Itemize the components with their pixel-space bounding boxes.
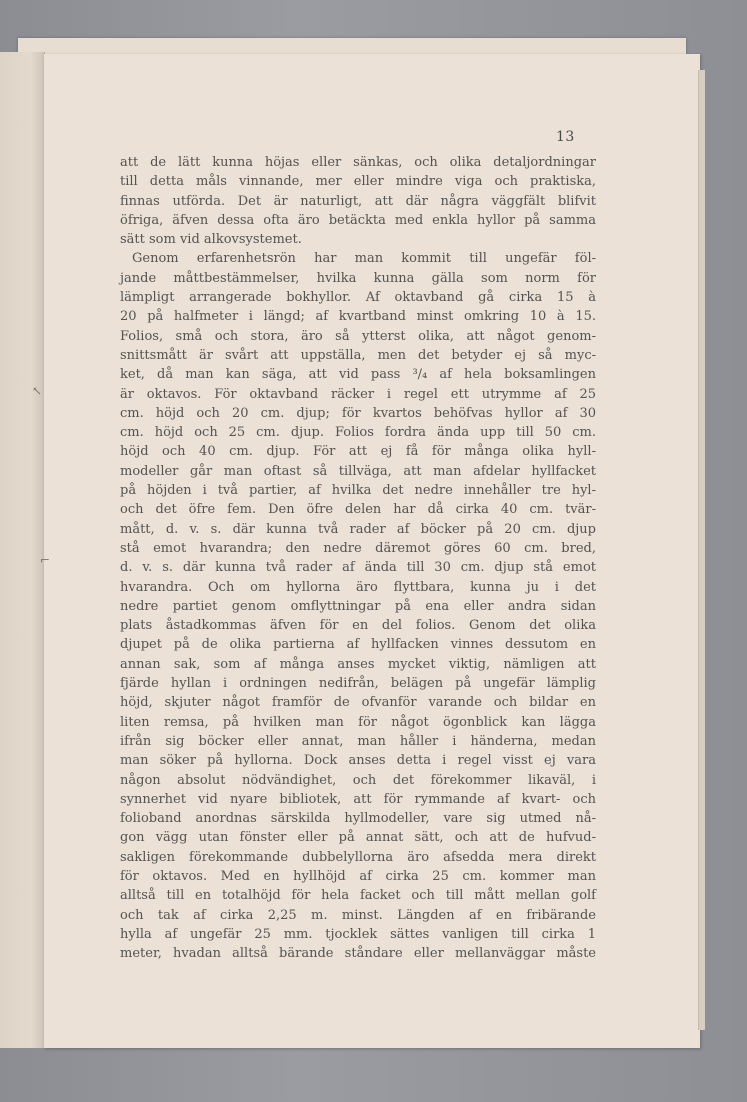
text-line: d. v. s. där kunna två rader af ända till 30 cm. djup stå emot	[120, 560, 596, 576]
text-line: man söker på hyllorna. Dock anses detta i regel visst ej vara	[120, 753, 596, 769]
text-line: plats åstadkommas äfven för en del folios. Genom det olika	[120, 618, 596, 634]
text-line: snittsmått är svårt att uppställa, men det betyder ej så myc-	[120, 347, 596, 363]
text-line: jande måttbestämmelser, hvilka kunna gälla som norm för	[120, 270, 596, 286]
text-line: ket, då man kan säga, att vid pass ³/₄ af hela boksamlingen	[120, 367, 596, 383]
text-line: är oktavos. För oktavband räcker i regel ett utrymme af 25	[120, 386, 596, 402]
text-line: finnas utförda. Det är naturligt, att där några väggfält blifvit	[120, 193, 596, 209]
text-line: Folios, små och stora, äro så ytterst olika, att något genom-	[120, 328, 596, 344]
text-line: sakligen förekommande dubbelyllorna äro afsedda mera direkt	[120, 849, 596, 865]
text-line: liten remsa, på hvilken man för något ögonblick kan lägga	[120, 714, 596, 730]
body-text	[120, 153, 596, 963]
text-line: till detta måls vinnande, mer eller mindre viga och praktiska,	[120, 174, 596, 190]
text-line: ifrån sig böcker eller annat, man håller i händerna, medan	[120, 733, 596, 749]
margin-tick-mark: ⌐	[40, 553, 51, 567]
text-line: hvarandra. Och om hyllorna äro flyttbara, kunna ju i det	[120, 579, 596, 595]
text-line: att de lätt kunna höjas eller sänkas, och olika detaljordningar	[120, 155, 596, 170]
text-line: synnerhet vid nyare bibliotek, att för rymmande af kvart- och	[120, 791, 596, 807]
text-line: sätt som vid alkovsystemet.	[120, 232, 302, 248]
text-line: stå emot hvarandra; den nedre däremot göres 60 cm. bred,	[120, 540, 596, 556]
text-line: på höjden i två partier, af hvilka det nedre innehåller tre hyl-	[120, 483, 596, 499]
text-line: lämpligt arrangerade bokhyllor. Af oktavband gå cirka 15 à	[120, 290, 596, 306]
text-line: någon absolut nödvändighet, och det förekommer likaväl, i	[120, 772, 596, 788]
text-line: hylla af ungefär 25 mm. tjocklek sättes vanligen till cirka 1	[120, 926, 596, 942]
text-line: och det öfre fem. Den öfre delen har då cirka 40 cm. tvär-	[120, 502, 596, 518]
text-line: cm. höjd och 25 cm. djup. Folios fordra ända upp till 50 cm.	[120, 425, 596, 441]
text-line: 20 på halfmeter i längd; af kvartband minst omkring 10 à 15.	[120, 309, 596, 325]
page-number: 13	[556, 129, 575, 145]
text-line: modeller går man oftast så tillväga, att man afdelar hyllfacket	[120, 463, 596, 479]
left-page-edge	[0, 52, 45, 1048]
text-line: mått, d. v. s. där kunna två rader af böcker på 20 cm. djup	[120, 521, 596, 537]
text-line: och tak af cirka 2,25 m. minst. Längden af en fribärande	[120, 907, 596, 923]
text-line: annan sak, som af många anses mycket viktig, nämligen att	[120, 656, 596, 672]
text-line: folioband anordnas särskilda hyllmodeller, vare sig utmed nå-	[120, 811, 596, 827]
text-line: cm. höjd och 20 cm. djup; för kvartos behöfvas hyllor af 30	[120, 405, 596, 421]
text-line: alltså till en totalhöjd för hela facket och till mått mellan golf	[120, 888, 596, 904]
text-line: meter, hvadan alltså bärande ståndare eller mellanväggar måste	[120, 946, 596, 962]
text-line: fjärde hyllan i ordningen nedifrån, belägen på ungefär lämplig	[120, 676, 596, 692]
text-line: höjd, skjuter något framför de ofvanför varande och bildar en	[120, 695, 596, 711]
margin-arrow-mark: ↖	[32, 384, 43, 398]
text-line: för oktavos. Med en hyllhöjd af cirka 25 cm. kommer man	[120, 868, 596, 884]
text-line: öfriga, äfven dessa ofta äro betäckta med enkla hyllor på samma	[120, 212, 596, 228]
text-line: nedre partiet genom omflyttningar på ena eller andra sidan	[120, 598, 596, 614]
right-page-edge	[698, 70, 705, 1030]
text-line: Genom erfarenhetsrön har man kommit till ungefär föl-	[132, 251, 596, 267]
text-line: djupet på de olika partierna af hyllfacken vinnes dessutom en	[120, 637, 596, 653]
text-line: höjd och 40 cm. djup. För att ej få för många olika hyll-	[120, 444, 596, 460]
text-line: gon vägg utan fönster eller på annat sätt, och att de hufvud-	[120, 830, 596, 846]
